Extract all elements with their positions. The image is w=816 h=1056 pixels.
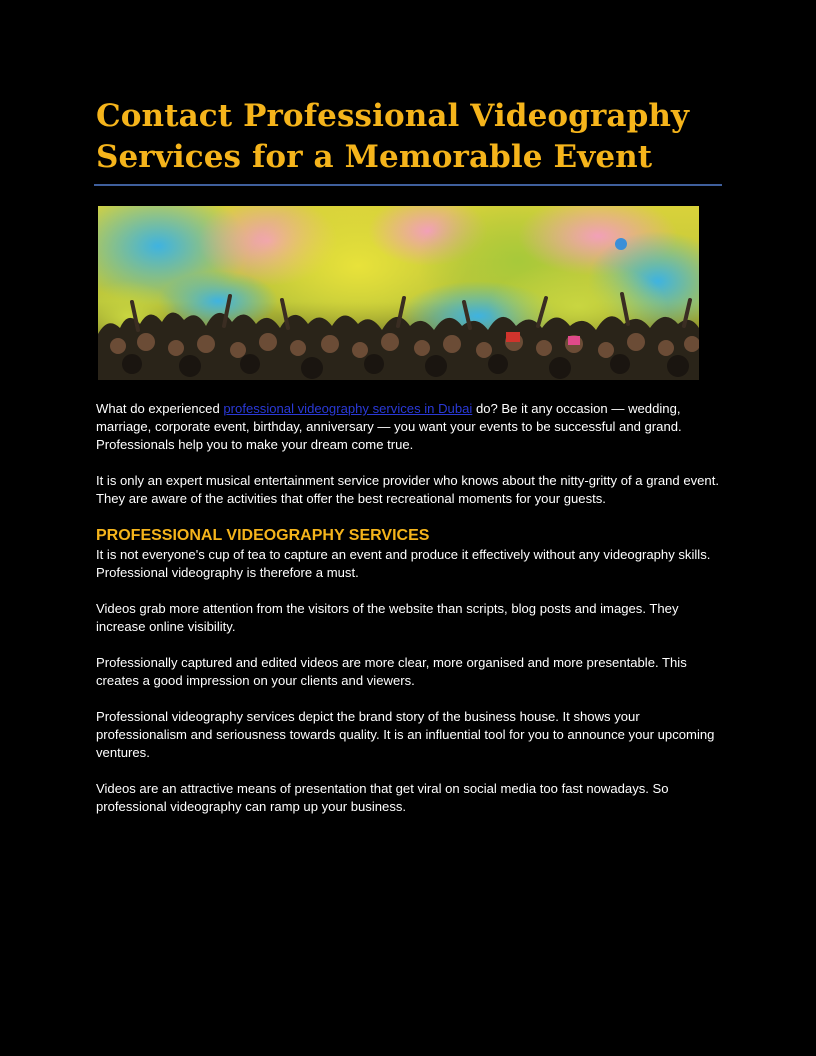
section-paragraph: Professional videography services depict the brand story of the business house. It shows your professionalism and seriousness towards quality. It is an influential tool for you to announce your upcoming ventures. xyxy=(96,709,715,760)
section-heading: PROFESSIONAL VIDEOGRAPHY SERVICES xyxy=(96,527,430,544)
intro-text-after: do? Be it any occasion — wedding, marriage, corporate event, birthday, anniversary — you want your events to be successful and grand. Professionals help you to make your dream come true. xyxy=(96,401,682,452)
intro-paragraph xyxy=(96,400,722,454)
section-paragraph: Videos grab more attention from the visitors of the website than scripts, blog posts and images. They increase online visibility. xyxy=(96,601,679,634)
videography-services-link[interactable]: professional videography services in Dubai xyxy=(223,401,473,416)
hero-image xyxy=(98,206,699,380)
article-body xyxy=(96,400,722,816)
festival-crowd-image xyxy=(98,206,699,380)
section-paragraph: It is not everyone's cup of tea to capture an event and produce it effectively without any videography skills. Professional videography is therefore a must. xyxy=(96,547,711,580)
document-page xyxy=(96,96,722,816)
paragraph-entertainment: It is only an expert musical entertainment service provider who knows about the nitty-gritty of a grand event. They are aware of the activities that offer the best recreational moments for your guests. xyxy=(96,473,719,506)
section-paragraph: Professionally captured and edited videos are more clear, more organised and more presentable. This creates a good impression on your clients and viewers. xyxy=(96,655,687,688)
intro-text-before: What do experienced xyxy=(96,401,224,416)
page-title: Contact Professional Videography Services for a Memorable Event xyxy=(96,98,690,175)
section-paragraph: Videos are an attractive means of presentation that get viral on social media too fast nowadays. So professional videography can ramp up your business. xyxy=(96,781,669,814)
title-divider xyxy=(94,184,722,186)
